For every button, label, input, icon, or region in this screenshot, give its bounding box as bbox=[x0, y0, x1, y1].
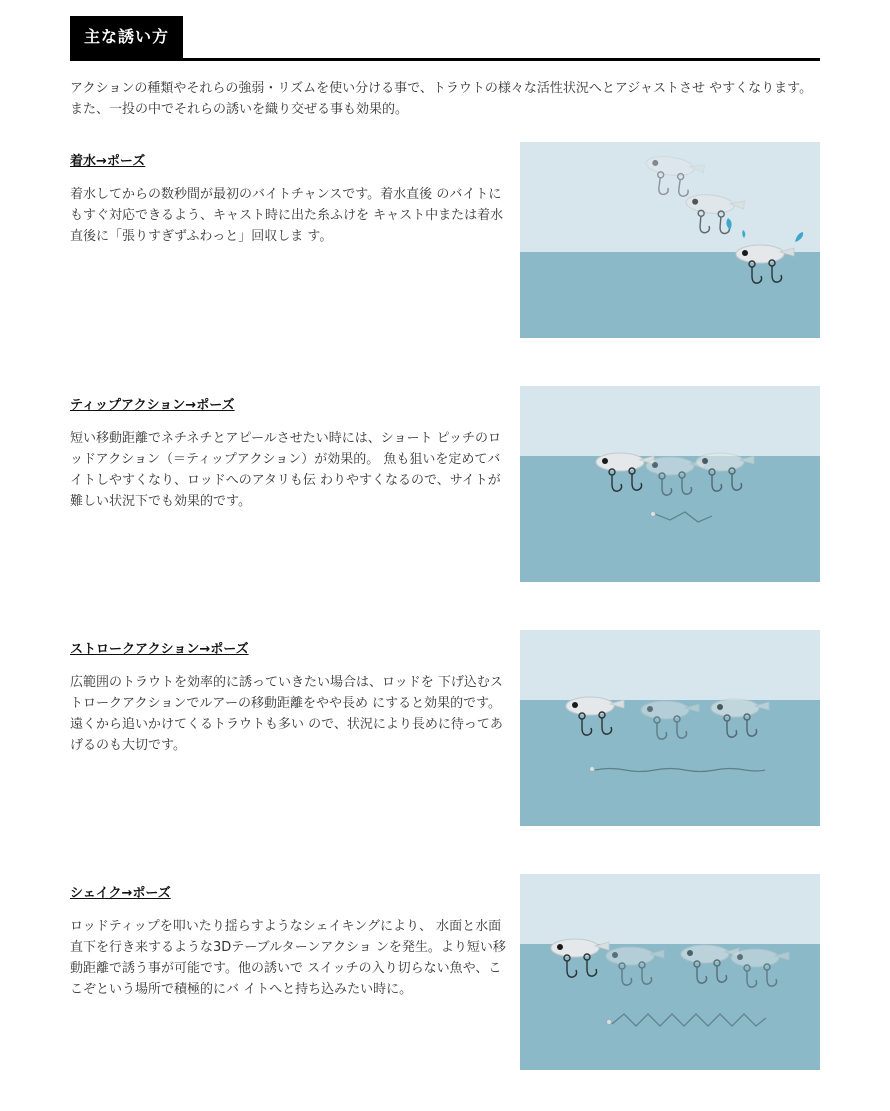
section-stroke-action-pause bbox=[70, 638, 822, 834]
shake-action-illustration bbox=[520, 874, 820, 1070]
section-title: ストロークアクション→ポーズ bbox=[70, 642, 249, 657]
landing-pause-illustration bbox=[520, 142, 820, 338]
section-header bbox=[70, 16, 820, 61]
sky-area bbox=[520, 874, 820, 944]
section-body: ロッドティップを叩いたり揺らすようなシェイキングにより、 水面と水面直下を行き来するような3Dテーブルターンアクショ ンを発生。より短い移動距離で誘う事が可能です。他の誘いで スイッチの入り切らない魚や、ここぞという場所で積極的にバ イトへと持ち込みたい時に。 bbox=[70, 919, 506, 997]
intro-text: アクションの種類やそれらの強弱・リズムを使い分ける事で、トラウトの様々な活性状況へとアジャストさせ やすくなります。また、一投の中でそれらの誘いを織り交ぜる事も効果的。 bbox=[70, 81, 813, 117]
section-title: ティップアクション→ポーズ bbox=[70, 398, 235, 413]
section-body: 広範囲のトラウトを効率的に誘っていきたい場合は、ロッドを 下げ込むストロークアクションでルアーの移動距離をやや長め にすると効果的です。遠くから追いかけてくるトラウトも多い ので、状況により長めに待ってあげるのも大切です。 bbox=[70, 675, 503, 753]
tip-action-illustration bbox=[520, 386, 820, 582]
section-title: 着水→ポーズ bbox=[70, 154, 146, 169]
section-landing-pause bbox=[70, 150, 822, 346]
section-shake-pause bbox=[70, 882, 822, 1078]
section-title: シェイク→ポーズ bbox=[70, 886, 171, 901]
section-body: 着水してからの数秒間が最初のバイトチャンスです。着水直後 のバイトにもすぐ対応できるよう、キャスト時に出た糸ふけを キャスト中または着水直後に「張りすぎずふわっと」回収しま す。 bbox=[70, 187, 504, 244]
page-title: 主な誘い方 bbox=[70, 16, 183, 58]
section-tip-action-pause bbox=[70, 394, 822, 590]
sky-area bbox=[520, 386, 820, 456]
sky-area bbox=[520, 630, 820, 700]
stroke-action-illustration bbox=[520, 630, 820, 826]
section-body: 短い移動距離でネチネチとアピールさせたい時には、ショート ピッチのロッドアクション（＝ティップアクション）が効果的。 魚も狙いを定めてバイトしやすくなり、ロッドへのアタリも伝 わりやすくなるので、サイトが難しい状況下でも効果的です。 bbox=[70, 431, 502, 509]
